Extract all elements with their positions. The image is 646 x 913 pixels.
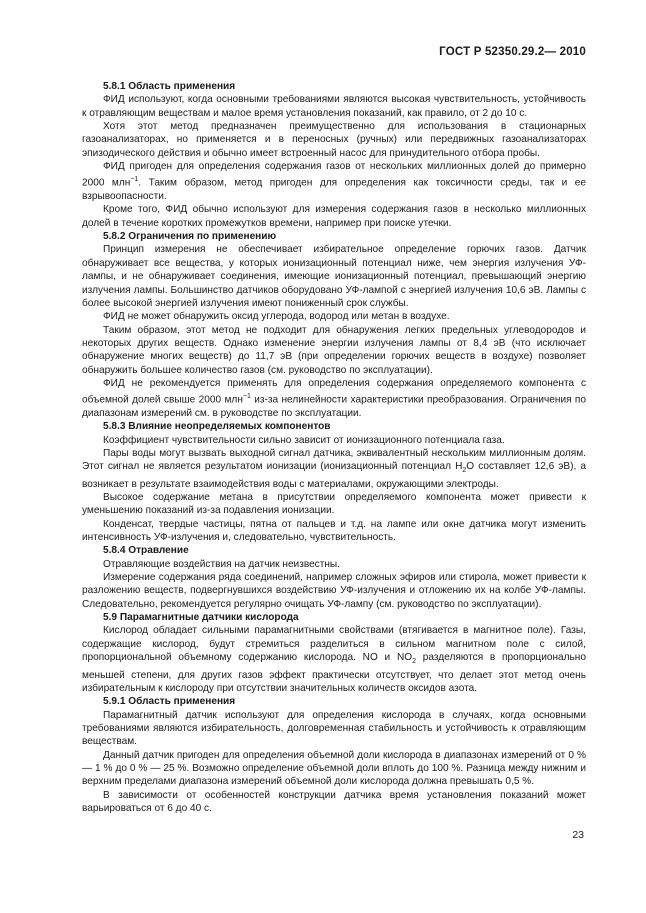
subscript: 2 [412,658,416,666]
paragraph: Пары воды могут вызвать выходной сигнал датчика, эквивалентный нескольким миллионным долям. Этот сигнал не является результатом ионизации (ионизационный потенциал $H_2O$ составляет 12,6 эВ), а возникает в результате взаимодействия воды с материалами, окружающими электроды. [82,448,586,490]
section-heading-5-9-1: 5.9.1 Область применения [103,696,236,708]
section-heading-5-8-1: 5.8.1 Область применения [103,81,236,92]
section-heading-5-8-3: 5.8.3 Влияние неопределяемых компонентов [103,421,331,433]
paragraph: Данный датчик пригоден для определения объемной доли кислорода в диапазонах измерений от 0 % — 1 % до 0 % — 25 %. Возможно определение объемной доли вплоть до 100 %. Разница между нижним и верхним пределами диапазона измерений объемной доли кислорода должна превышать 0,5 %. [82,749,586,788]
paragraph: ФИД используют, когда основными требованиями являются высокая чувствительность, устойчивость к отравляющим веществам и малое время установления показаний, как правило, от 2 до 10 с. [82,94,586,119]
superscript: −1 [130,176,139,184]
paragraph: Конденсат, твердые частицы, пятна от пальцев и т.д. на лампе или окне датчика могут изменить интенсивность УФ-излучения и, следовательно, чувствительность. [82,518,586,544]
paragraph: В зависимости от особенностей конструкции датчика время установления показаний может варьироваться от 6 до 40 с. [82,789,586,814]
paragraph: Отравляющие воздействия на датчик неизвестны. [103,558,340,570]
paragraph: Коэффициент чувствительности сильно зависит от ионизационного потенциала газа. [103,434,505,446]
section-heading-5-9: 5.9 Парамагнитные датчики кислорода [103,612,299,624]
paragraph: Парамагнитный датчик используют для определения кислорода в случаях, когда основными требованиями являются избирательность, долговременная стабильность и устойчивость к отравляющим веществам. [82,709,586,748]
subscript: 2 [462,467,467,475]
paragraph: Кислород обладает сильными парамагнитными свойствами (втягивается в магнитное поле). Газы, содержащие кислород, будут стремиться разделиться в сильном магнитном поле с силой, пропорциональной объемному содержанию кислорода. NO и $NO_2$ разделяются в пропорционально меньшей степени, для других газов эффект практически отсутствует, что делает этот метод очень избирательным к кислороду при отсутствии значительных количеств оксидов азота. [82,625,586,694]
paragraph: Высокое содержание метана в присутствии определяемого компонента может привести к уменьшению показаний из-за подавления ионизации. [82,492,586,517]
page-number: 23 [572,829,584,841]
section-heading-5-8-4: 5.8.4 Отравление [103,545,189,557]
section-heading-5-8-2: 5.8.2 Ограничения по применению [103,231,277,243]
document-body [82,80,586,815]
paragraph: Измерение содержания ряда соединений, например сложных эфиров или стирола, может привести к разложению веществ, подвергнувшихся воздействию УФ-излучения и отложению их на колбе УФ-лампы. Следовательно, рекомендуется регулярно очищать УФ-лампу (см. руководство по эксплуатации). [82,572,586,610]
paragraph: ФИД не рекомендуется применять для определения содержания определяемого компонента с объемной долей свыше 2000 млн$^{-1}$ из-за нелинейности характеристики преобразования. Ограничения по диапазонам измерений см. в руководстве по эксплуатации. [82,377,586,419]
superscript: −1 [242,393,251,401]
paragraph: Принцип измерения не обеспечивает избирательное определение горючих газов. Датчик обнаруживает все вещества, у которых ионизационный потенциал ниже, чем энергия излучения УФ-лампы, и не обнаруживает соединения, имеющие ионизационный потенциал, превышающий энергию излучения лампы. Большинство датчиков оборудовано УФ-лампой с энергией излучения 10,6 эВ. Лампы с более высокой энергией излучения имеют пониженный срок службы. [82,244,586,309]
paragraph: ФИД не может обнаружить оксид углерода, водород или метан в воздухе. [103,311,450,323]
document-header: ГОСТ Р 52350.29.2— 2010 [439,46,586,58]
paragraph: Таким образом, этот метод не подходит для обнаружения легких предельных углеводородов и некоторых других веществ. Однако изменение энергии излучения лампы от 8,4 эВ (что исключает обнаружение многих веществ) до 11,7 эВ (при определении горючих веществ в воздухе) позволяет обнаружить большее количество газов (см. руководство по эксплуатации). [82,324,586,376]
paragraph: Кроме того, ФИД обычно используют для измерения содержания газов в несколько миллионных долей в течение коротких промежутков времени, например при поиске утечки. [82,204,586,229]
paragraph: ФИД пригоден для определения содержания газов от нескольких миллионных долей до примерно 2000 млн$^{-1}$. Таким образом, метод пригоден для определения как токсичности среды, так и ее взрывоопасности. [82,161,586,203]
paragraph: Хотя этот метод предназначен преимущественно для использования в стационарных газоанализаторах, но применяется и в переносных (ручных) или передвижных газоанализаторах эпизодического действия и обычно имеет встроенный насос для принудительного отбора пробы. [82,121,586,159]
